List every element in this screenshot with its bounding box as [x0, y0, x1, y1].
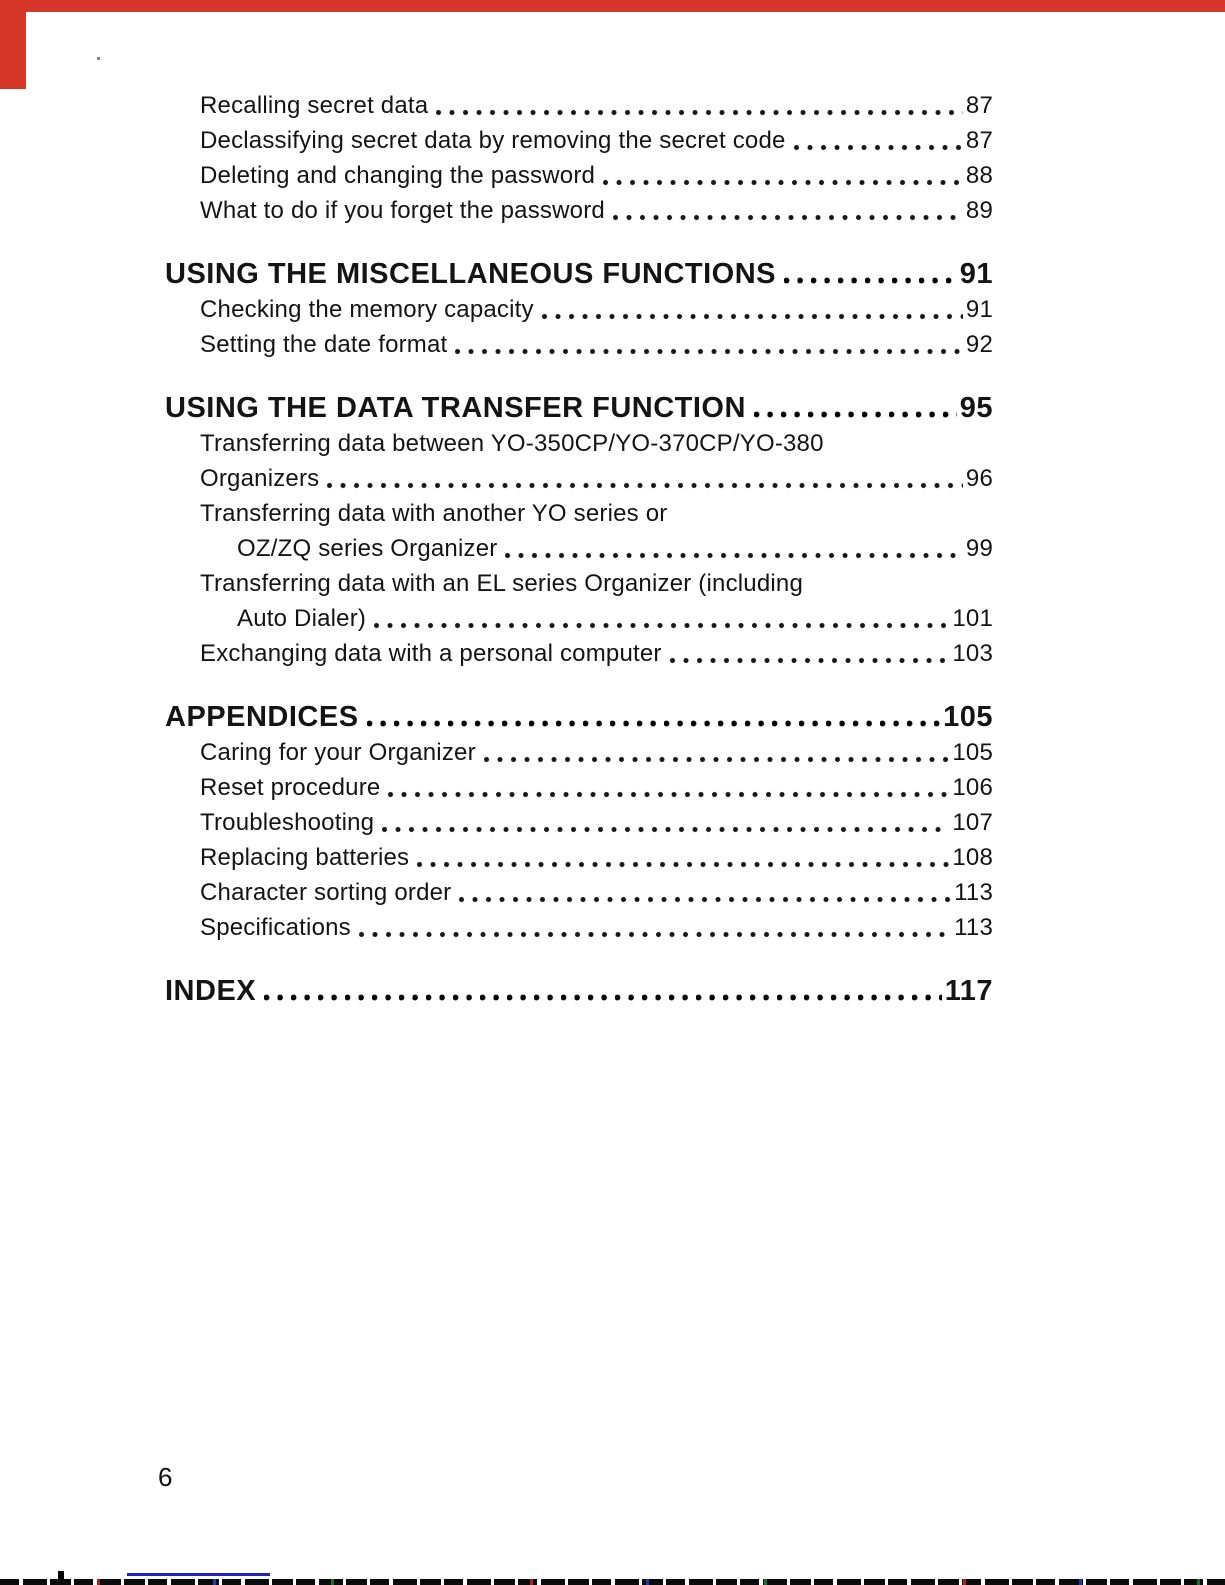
toc-entry-label: Auto Dialer) [237, 605, 367, 632]
dot-leader [417, 860, 949, 869]
toc-entry-label: Setting the date format [200, 331, 448, 358]
toc-entry-page: 99 [965, 535, 993, 562]
toc-entry-label: OZ/ZQ series Organizer [237, 535, 498, 562]
toc-heading-page: 95 [959, 392, 993, 424]
toc-entry [165, 123, 993, 158]
toc-entry [165, 735, 993, 770]
toc-heading-page: 105 [943, 701, 993, 733]
toc-entry-label: Organizers [200, 465, 320, 492]
toc-entry-page: 101 [952, 605, 993, 632]
toc-entry [165, 805, 993, 840]
toc-entry [165, 193, 993, 228]
toc-heading-page: 117 [944, 975, 993, 1007]
toc-entry-label: Deleting and changing the password [200, 162, 596, 189]
toc-entry-page: 106 [952, 774, 993, 801]
dot-leader [359, 930, 951, 939]
toc-entry-label: Caring for your Organizer [200, 739, 476, 766]
toc-entry-line2 [165, 601, 993, 636]
scan-artifact-top-red-bar [0, 0, 1225, 12]
toc-section-heading [165, 699, 993, 735]
toc-entry-label: Character sorting order [200, 879, 452, 906]
dot-leader [484, 755, 950, 764]
toc-entry-line1 [165, 426, 993, 461]
dot-leader [327, 481, 963, 490]
dot-leader [542, 312, 963, 321]
toc-entry-label: Transferring data between YO-350CP/YO-370CP/YO-380 [200, 430, 824, 457]
toc-entry-page: 96 [965, 465, 993, 492]
toc-entry [165, 636, 993, 671]
toc-entry [165, 327, 993, 362]
dot-leader [670, 656, 950, 665]
dot-leader [794, 143, 963, 152]
scan-noise-speck [97, 57, 100, 60]
dot-leader [264, 993, 942, 1002]
toc-section-heading [165, 390, 993, 426]
toc-entry-label: Recalling secret data [200, 92, 429, 119]
toc-entry [165, 88, 993, 123]
table-of-contents [165, 88, 993, 1009]
toc-entry-label: Reset procedure [200, 774, 381, 801]
toc-entry-page: 113 [954, 914, 993, 941]
dot-leader [613, 213, 963, 222]
page-number: 6 [158, 1462, 173, 1492]
toc-entry-line2 [165, 461, 993, 496]
toc-entry-label: What to do if you forget the password [200, 197, 605, 224]
scan-artifact-bottom-dashed-line [0, 1579, 1225, 1585]
dot-leader [603, 178, 963, 187]
toc-entry-label: Troubleshooting [200, 809, 375, 836]
toc-section-heading [165, 256, 993, 292]
dot-leader [388, 790, 949, 799]
toc-entry-page: 87 [965, 127, 993, 154]
scan-artifact-blue-underline [127, 1573, 270, 1576]
dot-leader [784, 276, 957, 285]
scan-artifact-left-red-bar [0, 0, 26, 89]
toc-heading-label: USING THE DATA TRANSFER FUNCTION [165, 392, 746, 424]
toc-entry-page: 87 [965, 92, 993, 119]
dot-leader [459, 895, 951, 904]
dot-leader [754, 410, 957, 419]
toc-entry-label: Replacing batteries [200, 844, 410, 871]
toc-entry [165, 292, 993, 327]
toc-entry-page: 89 [965, 197, 993, 224]
toc-entry-label: Transferring data with another YO series or [200, 500, 668, 527]
toc-entry-label: Specifications [200, 914, 351, 941]
toc-entry-page: 107 [952, 809, 993, 836]
dot-leader [374, 621, 949, 630]
toc-entry [165, 910, 993, 945]
toc-entry-page: 92 [965, 331, 993, 358]
toc-entry-page: 108 [952, 844, 993, 871]
toc-entry [165, 875, 993, 910]
dot-leader [367, 719, 941, 728]
toc-entry [165, 840, 993, 875]
toc-section-heading [165, 973, 993, 1009]
toc-heading-label: USING THE MISCELLANEOUS FUNCTIONS [165, 258, 777, 290]
dot-leader [436, 108, 963, 117]
toc-entry-page: 113 [954, 879, 993, 906]
toc-entry-page: 88 [965, 162, 993, 189]
toc-entry-line1 [165, 566, 993, 601]
toc-entry-page: 105 [952, 739, 993, 766]
toc-entry-page: 91 [965, 296, 993, 323]
toc-entry-label: Declassifying secret data by removing the secret code [200, 127, 786, 154]
toc-entry-page: 103 [952, 640, 993, 667]
toc-heading-page: 91 [959, 258, 993, 290]
toc-entry-line1 [165, 496, 993, 531]
toc-entry-label: Checking the memory capacity [200, 296, 534, 323]
dot-leader [455, 347, 962, 356]
dot-leader [505, 551, 962, 560]
toc-entry [165, 770, 993, 805]
toc-heading-label: APPENDICES [165, 701, 359, 733]
toc-entry-line2 [165, 531, 993, 566]
toc-entry-label: Exchanging data with a personal computer [200, 640, 662, 667]
toc-heading-label: INDEX [165, 975, 257, 1007]
toc-entry-label: Transferring data with an EL series Organizer (including [200, 570, 804, 597]
toc-entry [165, 158, 993, 193]
dot-leader [382, 825, 949, 834]
